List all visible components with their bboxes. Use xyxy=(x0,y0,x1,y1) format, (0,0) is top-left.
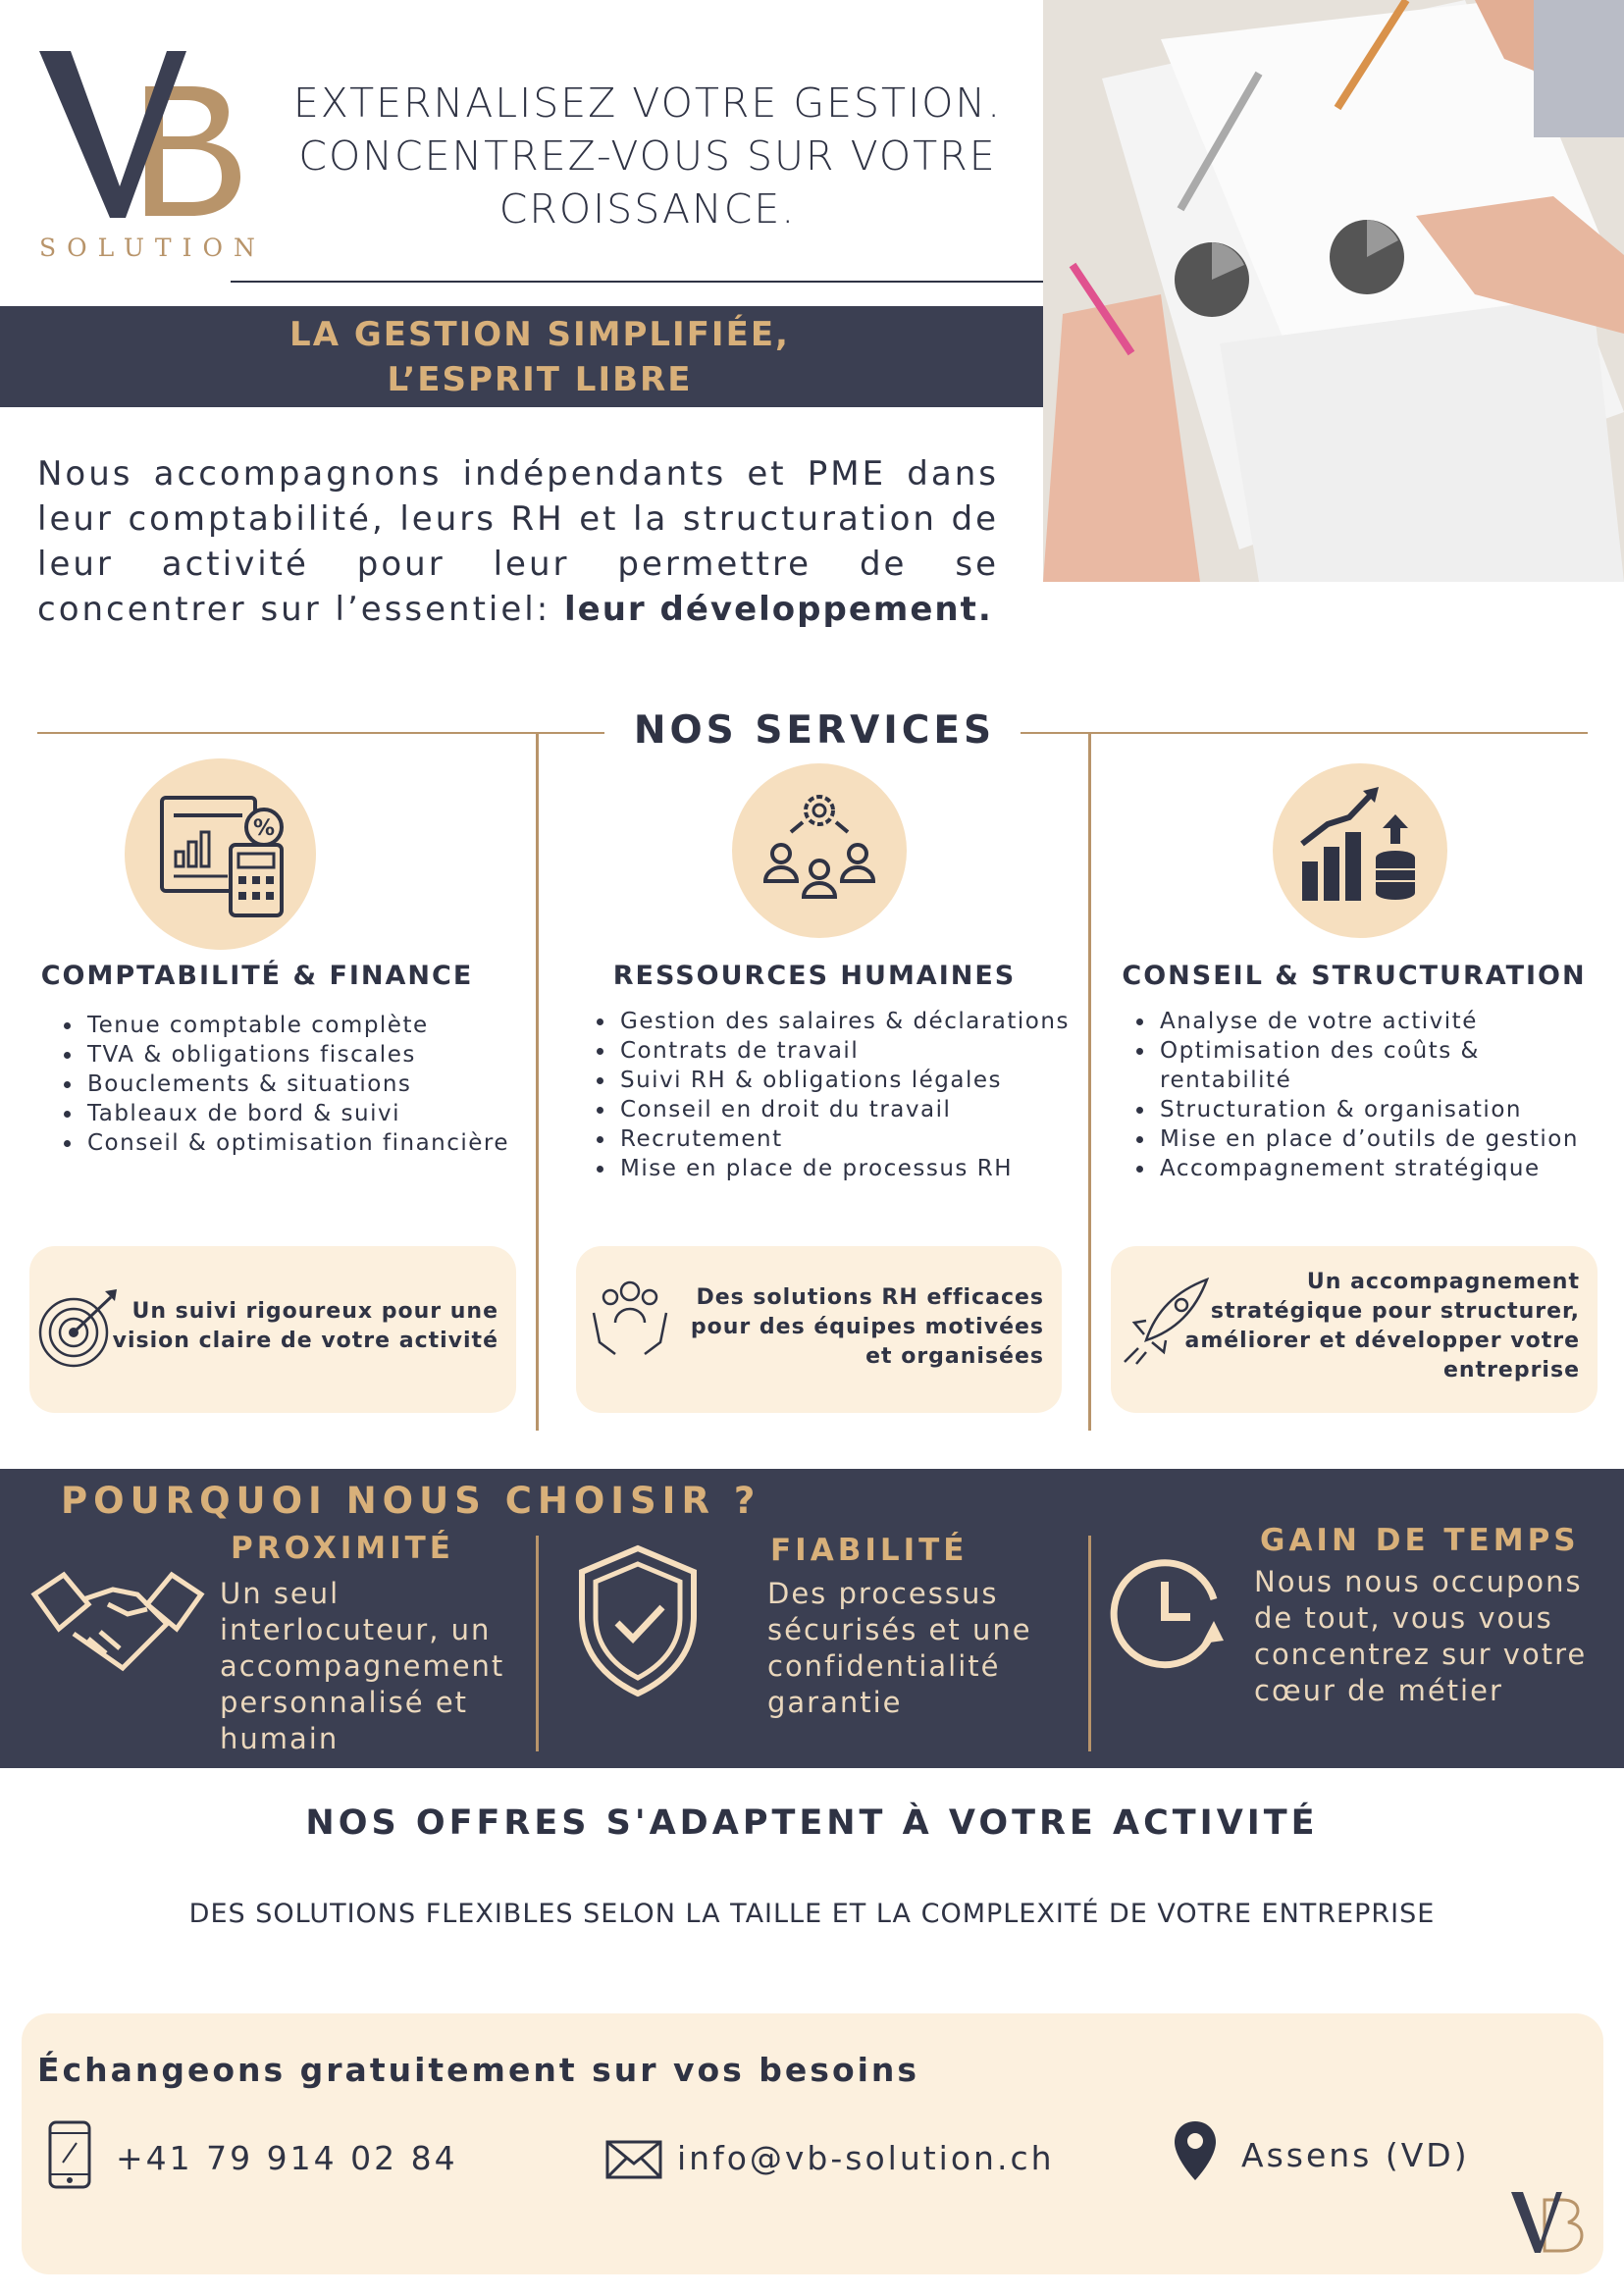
card-text xyxy=(652,1283,1044,1372)
card-line: Un suivi rigoureux pour une xyxy=(131,1299,498,1324)
list-item: • Accompagnement stratégique xyxy=(1156,1154,1617,1183)
list-item: • Structuration & organisation xyxy=(1156,1095,1617,1124)
documents-illustration xyxy=(1043,0,1624,582)
headline-line-1: EXTERNALISEZ VOTRE GESTION. xyxy=(292,79,1003,127)
handshake-icon xyxy=(29,1555,206,1693)
list-item: • Conseil en droit du travail xyxy=(616,1095,1107,1124)
why-line: humain xyxy=(220,1722,340,1755)
why-line: sécurisés et une xyxy=(767,1613,1032,1646)
banner-line-2: L’ESPRIT LIBRE xyxy=(387,360,693,399)
card-line: stratégique pour structurer, xyxy=(1210,1299,1580,1324)
services-rule-right xyxy=(1021,732,1588,734)
email-link[interactable]: info@vb-solution.ch xyxy=(677,2139,1055,2177)
service-list-hr xyxy=(587,1007,1107,1183)
service-card-hr xyxy=(576,1246,1062,1413)
why-line: personnalisé et xyxy=(220,1686,469,1719)
location-pin-icon xyxy=(1173,2119,1218,2182)
services-title: NOS SERVICES xyxy=(633,708,996,753)
envelope-icon xyxy=(605,2140,662,2179)
why-text-proximity xyxy=(220,1576,534,1757)
service-list-consulting xyxy=(1126,1007,1617,1183)
headline xyxy=(245,77,1050,235)
offers-subtitle: DES SOLUTIONS FLEXIBLES SELON LA TAILLE ET LA COMPLEXITÉ DE VOTRE ENTREPRISE xyxy=(188,1899,1436,1929)
list-item: • Gestion des salaires & déclarations xyxy=(616,1007,1107,1036)
location-text: Assens (VD) xyxy=(1241,2136,1470,2174)
why-divider-2 xyxy=(1088,1536,1091,1751)
offers-title: NOS OFFRES S'ADAPTENT À VOTRE ACTIVITÉ xyxy=(305,1803,1319,1843)
why-heading-time: GAIN DE TEMPS xyxy=(1260,1523,1580,1558)
why-heading-proximity: PROXIMITÉ xyxy=(231,1531,454,1566)
list-item: • Bouclements & situations xyxy=(83,1070,545,1099)
list-item: • Suivi RH & obligations légales xyxy=(616,1066,1107,1095)
list-item: • Conseil & optimisation financière xyxy=(83,1128,545,1158)
why-text-reliability xyxy=(767,1576,1081,1721)
service-list-accounting xyxy=(54,1011,545,1158)
banner-line-1: LA GESTION SIMPLIFIÉE, xyxy=(289,315,790,354)
list-item: • Optimisation des coûts & rentabilité xyxy=(1156,1036,1617,1095)
intro-bold: leur développement. xyxy=(564,590,993,629)
contact-title: Échangeons gratuitement sur vos besoins xyxy=(37,2051,920,2089)
intro-paragraph xyxy=(37,451,999,632)
list-item: • TVA & obligations fiscales xyxy=(83,1040,545,1070)
list-item: • Tenue comptable complète xyxy=(83,1011,545,1040)
list-item: • Recrutement xyxy=(616,1124,1107,1154)
why-title: POURQUOI NOUS CHOISIR ? xyxy=(61,1480,761,1522)
logo xyxy=(29,39,265,270)
list-item: • Analyse de votre activité xyxy=(1156,1007,1617,1036)
service-card-consulting xyxy=(1111,1246,1598,1413)
services-rule-left xyxy=(37,732,604,734)
list-item: • Mise en place de processus RH xyxy=(616,1154,1107,1183)
why-line: Un seul xyxy=(220,1577,341,1610)
why-line: interlocuteur, un xyxy=(220,1613,492,1646)
card-line: Des solutions RH efficaces xyxy=(696,1285,1044,1310)
why-divider-1 xyxy=(536,1536,539,1751)
list-item: • Contrats de travail xyxy=(616,1036,1107,1066)
card-line: entreprise xyxy=(1442,1358,1580,1383)
service-heading-hr: RESSOURCES HUMAINES xyxy=(612,961,1017,991)
card-text xyxy=(106,1297,498,1356)
hero-photo xyxy=(1043,0,1624,582)
service-card-accounting xyxy=(29,1246,516,1413)
why-heading-reliability: FIABILITÉ xyxy=(770,1533,969,1568)
why-line: accompagnement xyxy=(220,1649,505,1683)
intro-text: Nous accompagnons indépendants et PME dans leur comptabilité, leurs RH et la structuration de leur activité pour leur permettre de se concentrer sur l’essentiel: xyxy=(37,454,999,629)
card-line: et organisées xyxy=(865,1344,1044,1369)
accounting-icon xyxy=(125,758,316,950)
card-text xyxy=(1178,1268,1580,1385)
why-line: Nous nous occupons xyxy=(1254,1565,1583,1598)
tagline-banner xyxy=(0,306,1079,407)
card-line: améliorer et développer votre xyxy=(1184,1329,1580,1353)
why-line: concentrez sur votre xyxy=(1254,1638,1588,1671)
why-line: confidentialité xyxy=(767,1649,1001,1683)
list-item: • Mise en place d’outils de gestion xyxy=(1156,1124,1617,1154)
why-line: de tout, vous vous xyxy=(1254,1601,1553,1635)
why-text-time xyxy=(1254,1564,1607,1709)
logo-subtitle: SOLUTION xyxy=(39,234,266,262)
service-heading-consulting: CONSEIL & STRUCTURATION xyxy=(1122,961,1587,991)
why-line: Des processus xyxy=(767,1577,999,1610)
list-item: • Tableaux de bord & suivi xyxy=(83,1099,545,1128)
service-heading-accounting: COMPTABILITÉ & FINANCE xyxy=(40,961,474,991)
card-line: vision claire de votre activité xyxy=(112,1329,498,1353)
phone-icon xyxy=(47,2119,92,2190)
small-logo xyxy=(1507,2186,1586,2257)
headline-line-3: CROISSANCE. xyxy=(498,185,797,233)
phone-link[interactable]: +41 79 914 02 84 xyxy=(116,2139,458,2177)
card-line: Un accompagnement xyxy=(1306,1270,1580,1294)
vb-logo-mark xyxy=(29,39,265,235)
why-line: garantie xyxy=(767,1686,903,1719)
headline-line-2: CONCENTREZ-VOUS SUR VOTRE xyxy=(298,132,997,180)
growth-chart-icon xyxy=(1273,763,1447,938)
clock-icon xyxy=(1104,1550,1231,1678)
headline-divider xyxy=(231,281,1055,283)
card-line: pour des équipes motivées xyxy=(690,1315,1044,1339)
svg-text:%: % xyxy=(252,816,276,841)
why-line: cœur de métier xyxy=(1254,1674,1503,1707)
team-icon xyxy=(732,763,907,938)
shield-check-icon xyxy=(574,1542,702,1699)
